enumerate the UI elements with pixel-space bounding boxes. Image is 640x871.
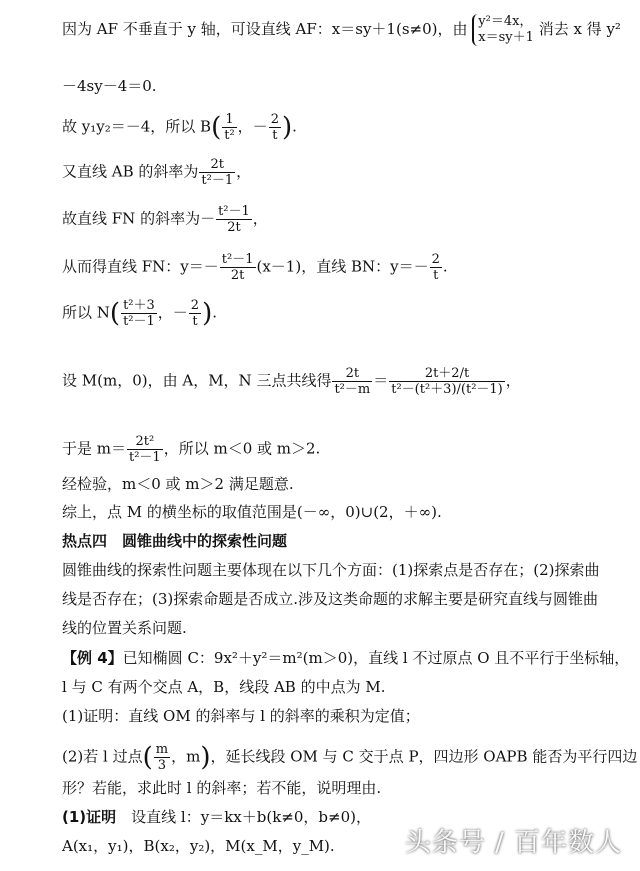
line-6 bbox=[62, 252, 448, 283]
text: (x－1)，直线 BN：y＝－ bbox=[256, 257, 429, 276]
line-4 bbox=[62, 157, 251, 188]
paren-right: ) bbox=[281, 112, 293, 143]
line-7 bbox=[62, 298, 217, 329]
numerator: 2 bbox=[270, 112, 279, 127]
example-tag: 【例 4】 bbox=[62, 649, 123, 667]
line-3 bbox=[62, 112, 297, 143]
text: 又直线 AB 的斜率为 bbox=[62, 162, 199, 181]
example-line-3: (1)证明：直线 OM 的斜率与 l 的斜率的乘积为定值； bbox=[62, 707, 420, 725]
numerator: 2 bbox=[190, 298, 200, 313]
text: ， bbox=[252, 209, 268, 228]
para-line-3: 线的位置关系问题. bbox=[62, 619, 187, 637]
numerator: t²＋3 bbox=[123, 298, 155, 313]
text: (2)若 l 过点 bbox=[62, 747, 143, 766]
text: ，－ bbox=[157, 303, 188, 322]
paren-left: ( bbox=[142, 742, 153, 773]
solution-line-2: A(x₁，y₁)，B(x₂，y₂)，M(x_M，y_M). bbox=[62, 837, 335, 855]
numerator: t²－1 bbox=[218, 204, 250, 219]
numerator: 2t bbox=[199, 157, 235, 173]
fraction bbox=[216, 204, 252, 235]
line-10: 经检验，m＜0 或 m＞2 满足题意. bbox=[62, 475, 294, 493]
numerator: 2t＋2/t bbox=[389, 366, 505, 382]
fraction bbox=[154, 742, 170, 773]
line-8 bbox=[62, 366, 521, 397]
numerator: 2t bbox=[332, 366, 372, 382]
text: . bbox=[212, 303, 218, 322]
numerator: t²－1 bbox=[221, 252, 254, 267]
denominator: t²－1 bbox=[129, 450, 161, 465]
denominator: 2t bbox=[230, 268, 245, 283]
denominator: 2t bbox=[227, 220, 241, 235]
text: 故 y₁y₂＝－4，所以 B bbox=[62, 117, 212, 136]
fraction bbox=[189, 298, 201, 329]
text: ，延长线段 OM 与 C 交于点 P，四边形 OAPB 能否为平行四边 bbox=[210, 747, 638, 766]
line-2: －4sy－4＝0. bbox=[62, 77, 157, 95]
para-line-1: 圆锥曲线的探索性问题主要体现在以下几个方面：(1)探索点是否存在；(2)探索曲 bbox=[62, 561, 600, 579]
solution-tag: (1)证明 bbox=[62, 808, 117, 826]
fraction bbox=[269, 112, 281, 143]
numerator: 2 bbox=[431, 252, 440, 267]
text: ，所以 m＜0 或 m＞2. bbox=[163, 439, 321, 458]
example-line-5: 形？若能，求此时 l 的斜率；若不能，说明理由. bbox=[62, 779, 382, 797]
fraction bbox=[121, 298, 157, 329]
watermark: 头条号 / 百年数人 bbox=[404, 828, 622, 858]
denominator: t bbox=[192, 314, 198, 329]
denominator: t bbox=[272, 128, 278, 143]
text: 故直线 FN 的斜率为－ bbox=[62, 209, 216, 228]
text: ＝ bbox=[373, 371, 389, 390]
text: 设 M(m，0)，由 A，M，N 三点共线得 bbox=[62, 371, 332, 390]
numerator: m bbox=[155, 742, 169, 757]
text: 于是 m＝ bbox=[62, 439, 126, 458]
line-1 bbox=[62, 14, 621, 46]
denominator: 3 bbox=[157, 758, 167, 773]
example-line-1 bbox=[62, 648, 629, 668]
example-line-4 bbox=[62, 742, 637, 773]
system-eq-1: y²＝4x， bbox=[478, 14, 533, 29]
fraction bbox=[199, 157, 235, 188]
numerator: 2t² bbox=[127, 434, 163, 450]
text: 因为 AF 不垂直于 y 轴，可设直线 AF：x＝sy＋1(s≠0)，由 bbox=[62, 20, 468, 38]
denominator: t²－1 bbox=[201, 173, 234, 188]
denominator: t² bbox=[224, 128, 235, 143]
paren-left: ( bbox=[211, 112, 222, 143]
fraction bbox=[430, 252, 442, 283]
text: ，m bbox=[171, 747, 201, 766]
fraction bbox=[389, 366, 505, 397]
paren-left: ( bbox=[109, 298, 121, 329]
text: ， bbox=[505, 371, 521, 390]
text: 所以 N bbox=[62, 303, 110, 322]
paren-right: ) bbox=[202, 298, 213, 329]
line-9 bbox=[62, 434, 320, 465]
text: 已知椭圆 C：9x²＋y²＝m²(m＞0)，直线 l 不过原点 O 且不平行于坐标轴， bbox=[122, 649, 630, 667]
text: ，－ bbox=[237, 117, 268, 136]
text: 从而得直线 FN：y＝－ bbox=[62, 257, 219, 276]
text: . bbox=[292, 117, 297, 136]
section-heading: 热点四 圆锥曲线中的探索性问题 bbox=[62, 532, 288, 550]
paren-right: ) bbox=[200, 742, 211, 773]
example-line-2: l 与 C 有两个交点 A，B，线段 AB 的中点为 M. bbox=[62, 678, 386, 696]
equation-system bbox=[472, 14, 534, 46]
text: ， bbox=[236, 162, 252, 181]
denominator: t bbox=[433, 268, 439, 283]
fraction bbox=[220, 252, 256, 283]
system-eq-2: x＝sy＋1 bbox=[478, 30, 534, 45]
text: 设直线 l：y＝kx＋b(k≠0，b≠0)， bbox=[116, 808, 371, 826]
line-11: 综上，点 M 的横坐标的取值范围是(－∞，0)∪(2，＋∞). bbox=[62, 503, 442, 521]
fraction bbox=[222, 112, 236, 143]
fraction bbox=[127, 434, 163, 465]
numerator: 1 bbox=[222, 112, 236, 128]
solution-line-1 bbox=[62, 807, 371, 827]
line-5 bbox=[62, 204, 268, 235]
denominator: t²－1 bbox=[123, 314, 155, 329]
text: . bbox=[442, 257, 448, 276]
para-line-2: 线是否存在；(3)探索命题是否成立.涉及这类命题的求解主要是研究直线与圆锥曲 bbox=[62, 590, 599, 608]
denominator: t²－m bbox=[334, 382, 371, 397]
fraction bbox=[332, 366, 372, 397]
text: 消去 x 得 y² bbox=[538, 20, 621, 38]
denominator: t²－(t²＋3)/(t²－1) bbox=[391, 382, 503, 397]
